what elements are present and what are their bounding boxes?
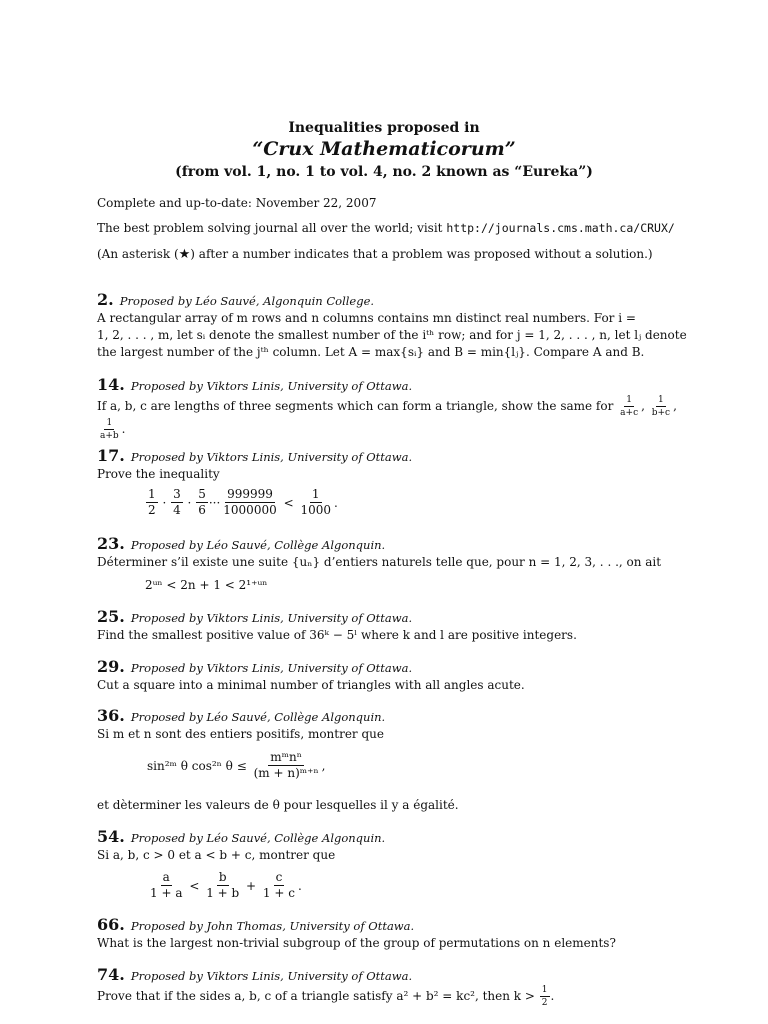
fraction-numerator: 999999 — [227, 487, 273, 501]
problem-number: 25. — [97, 607, 125, 626]
formula-lhs: sin²ᵐ θ cos²ⁿ θ ≤ — [147, 758, 247, 773]
problem-text: What is the largest non-trivial subgroup of the group of permutations on n elements? — [97, 936, 616, 950]
header-line-1: Inequalities proposed in — [288, 120, 480, 136]
problem-23 — [97, 535, 667, 571]
fraction — [261, 871, 297, 900]
plus-sign: + — [246, 878, 257, 893]
problem-proposer: Proposed by Léo Sauvé, Collège Algonquin. — [130, 831, 386, 845]
fraction-denominator: 1 + c — [262, 886, 295, 900]
fraction-numerator: mᵐnⁿ — [270, 750, 302, 764]
fraction-numerator: a — [162, 870, 170, 884]
asterisk-note-post: ) after a number indicates that a problem was proposed without a solution.) — [190, 247, 653, 261]
problem-text: Si a, b, c > 0 et a < b + c, montrer que — [97, 848, 336, 862]
problem-text: Cut a square into a minimal number of triangles with all angles acute. — [97, 678, 525, 692]
journal-text: The best problem solving journal all over the world; visit — [97, 221, 443, 235]
problem-text-line: the largest number of the jᵗʰ column. Let A = max{sᵢ} and B = min{lⱼ}. Compare A and B. — [97, 345, 645, 359]
fraction — [252, 751, 321, 780]
problem-number: 14. — [97, 375, 125, 394]
fraction-numerator: 3 — [173, 487, 181, 501]
problem-text-cont: $\frac{1}{a+b}$ . — [100, 418, 126, 441]
fraction-numerator: b — [218, 870, 227, 884]
problem-number: 54. — [97, 827, 125, 846]
problem-number: 2. — [97, 290, 114, 309]
problem-proposer: Proposed by Viktors Linis, University of Ottawa. — [130, 661, 413, 675]
fraction-denominator: (m + n)ᵐ⁺ⁿ — [253, 766, 319, 780]
fraction — [298, 488, 333, 517]
problem-proposer: Proposed by Viktors Linis, University of Ottawa. — [130, 611, 413, 625]
problem-text: Find the smallest positive value of 36ᵏ − 5ˡ where k and l are positive integers. — [97, 628, 577, 642]
fraction-numerator: 1 — [626, 395, 632, 405]
problem-number: 17. — [97, 446, 125, 465]
formula-23: 2ᵘⁿ < 2n + 1 < 2¹⁺ᵘⁿ — [145, 578, 268, 592]
problem-36 — [97, 707, 667, 743]
journal-line — [97, 221, 675, 235]
asterisk-note — [97, 247, 653, 262]
problem-text-main: Prove that if the sides a, b, c of a triangle satisfy a² + b² = kc², then k > — [97, 989, 535, 1003]
formula-54 — [147, 871, 302, 900]
journal-title: “Crux Mathematicorum” — [252, 138, 516, 160]
fraction — [221, 488, 278, 517]
fraction-denominator: a+b — [100, 431, 119, 441]
fraction-denominator: 6 — [198, 503, 206, 517]
fraction — [171, 488, 183, 517]
fraction-denominator: 2 — [541, 998, 548, 1008]
fraction-denominator: 1 + a — [150, 886, 183, 900]
problem-text-line: A rectangular array of m rows and n columns contains mn distinct real numbers. For i = — [97, 311, 636, 325]
problem-number: 66. — [97, 915, 125, 934]
journal-url-link[interactable]: http://journals.cms.math.ca/CRUX/ — [446, 221, 675, 235]
fraction — [148, 871, 184, 900]
problem-text: Déterminer s’il existe une suite {uₙ} d’entiers naturels telle que, pour n = 1, 2, 3, . . ., on ait — [97, 555, 662, 569]
problem-74 — [97, 966, 667, 1008]
fraction-denominator: 2 — [148, 503, 156, 517]
problem-proposer: Proposed by Léo Sauvé, Algonquin College. — [119, 294, 375, 308]
fraction-numerator: 1 — [541, 985, 548, 995]
problem-text-main: If a, b, c are lengths of three segments which can form a triangle, show the same for — [97, 399, 614, 413]
formula-17: $\frac{1}{2}$ · $\frac{3}{4}$ · $\frac{5}{6}$ ··· $\frac{999999}{1000000}$ < $\frac{1}{1000}$ . — [148, 487, 338, 517]
fraction-numerator: c — [275, 870, 283, 884]
fraction-denominator: 1 + b — [206, 886, 240, 900]
fraction-denominator: b+c — [651, 408, 671, 418]
fraction — [204, 871, 241, 900]
star-icon: ★ — [178, 247, 191, 262]
problem-29 — [97, 658, 667, 694]
problem-proposer: Proposed by Viktors Linis, University of Ottawa. — [130, 969, 413, 983]
problem-text: Si m et n sont des entiers positifs, montrer que — [97, 727, 384, 741]
problem-text — [97, 985, 667, 1008]
ellipsis: ··· — [208, 495, 221, 510]
problem-2 — [97, 290, 687, 361]
asterisk-note-pre: (An asterisk ( — [97, 247, 179, 261]
problem-proposer: Proposed by Léo Sauvé, Collège Algonquin. — [130, 710, 386, 724]
updated-date: Complete and up-to-date: November 22, 2007 — [97, 196, 377, 210]
fraction-denominator: 1000000 — [223, 503, 277, 517]
problem-14 — [97, 375, 677, 441]
problem-text: If a, b, c are lengths of three segments which can form a triangle, show the same for $\frac{1}{a+c}$ , $\frac{1}{b+c}$ , — [97, 395, 677, 418]
problem-25 — [97, 608, 667, 644]
fraction-numerator: 1 — [106, 418, 113, 428]
problem-54 — [97, 828, 667, 864]
fraction — [98, 418, 121, 441]
problem-text-line: 1, 2, . . . , m, let sᵢ denote the smallest number of the iᵗʰ row; and for j = 1, 2, . . . , n, let lⱼ denote — [97, 328, 687, 342]
problem-66 — [97, 916, 667, 952]
problem-number: 29. — [97, 657, 125, 676]
relation: < — [189, 878, 200, 893]
problem-proposer: Proposed by Léo Sauvé, Collège Algonquin. — [130, 538, 386, 552]
fraction-numerator: 5 — [198, 487, 206, 501]
formula-36 — [147, 751, 325, 780]
problem-proposer: Proposed by Viktors Linis, University of Ottawa. — [130, 450, 413, 464]
formula-end: , — [321, 758, 326, 773]
problem-17 — [97, 447, 667, 483]
problem-proposer: Proposed by Viktors Linis, University of Ottawa. — [130, 379, 413, 393]
fraction-numerator: 1 — [311, 487, 320, 501]
fraction — [540, 985, 550, 1008]
problem-text: Prove the inequality — [97, 467, 220, 481]
fraction-numerator: 1 — [148, 487, 156, 501]
fraction — [196, 488, 208, 517]
problem-number: 23. — [97, 534, 125, 553]
problem-36-after: et dèterminer les valeurs de θ pour lesquelles il y a égalité. — [97, 798, 459, 812]
fraction — [146, 488, 158, 517]
fraction-numerator: 1 — [658, 395, 664, 405]
problem-proposer: Proposed by John Thomas, University of Ottawa. — [130, 919, 415, 933]
formula-end: . — [297, 878, 302, 893]
sentence-end: . — [550, 989, 555, 1003]
problem-number: 74. — [97, 965, 125, 984]
header-subtitle: (from vol. 1, no. 1 to vol. 4, no. 2 known as “Eureka”) — [175, 164, 593, 180]
fraction — [650, 395, 672, 418]
fraction-denominator: 1000 — [300, 503, 331, 517]
fraction — [618, 395, 640, 418]
problem-number: 36. — [97, 706, 125, 725]
relation: < — [283, 495, 294, 510]
fraction-denominator: a+c — [620, 408, 639, 418]
fraction-denominator: 4 — [173, 503, 181, 517]
